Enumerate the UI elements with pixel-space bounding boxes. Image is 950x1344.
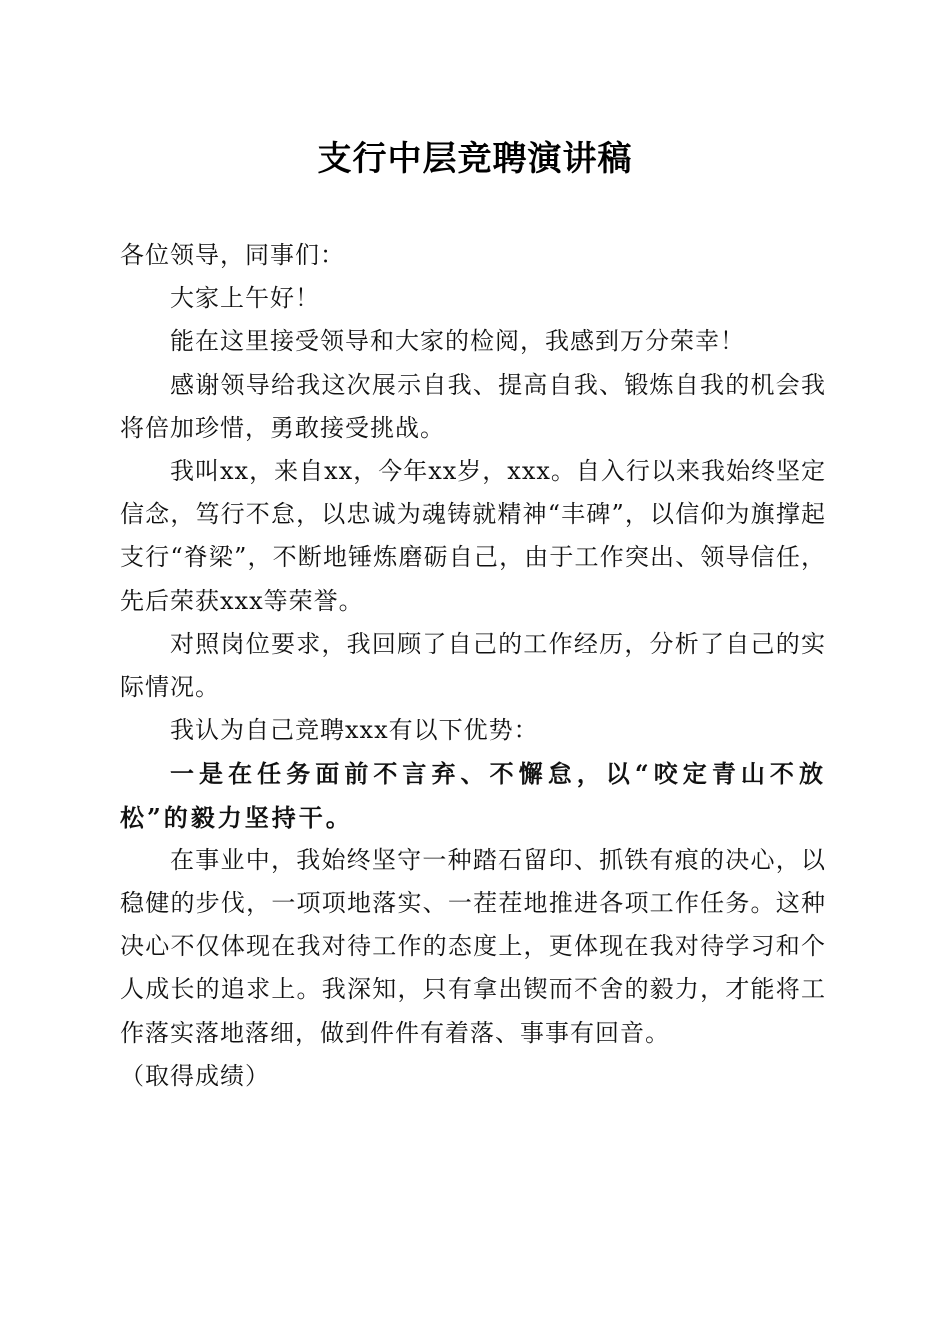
achievement-note: （取得成绩） — [120, 1061, 270, 1090]
paragraph-point-one: 一是在任务面前不言弃、不懈怠，以“咬定青山不放松”的毅力坚持干。 — [120, 759, 826, 832]
paragraph-advantages: 我认为自己竞聘xxx有以下优势： — [170, 716, 539, 745]
paragraph-greeting: 大家上午好！ — [170, 284, 320, 313]
paragraph-thanks: 感谢领导给我这次展示自我、提高自我、锻炼自我的机会我将倍加珍惜，勇敢接受挑战。 — [120, 370, 826, 442]
paragraph-honored: 能在这里接受领导和大家的检阅，我感到万分荣幸！ — [170, 327, 745, 356]
paragraph-introduction: 我叫xx，来自xx，今年xx岁，xxx。自入行以来我始终坚定信念，笃行不怠，以忠诚为魂铸就精神“丰碑”，以信仰为旗撑起支行“脊梁”，不断地锤炼磨砺自己，由于工作突出、领导信任，先后荣获xxx等荣誉。 — [120, 457, 826, 615]
paragraph-commitment: 在事业中，我始终坚守一种踏石留印、抓铁有痕的决心，以稳健的步伐，一项项地落实、一茬茬地推进各项工作任务。这种决心不仅体现在我对待工作的态度上，更体现在我对待学习和个人成长的追求上。我深知，只有拿出锲而不舍的毅力，才能将工作落实落地落细，做到件件有着落、事事有回音。 — [120, 845, 826, 1047]
document-title: 支行中层竞聘演讲稿 — [317, 139, 633, 179]
salutation: 各位领导，同事们： — [120, 241, 345, 269]
paragraph-review: 对照岗位要求，我回顾了自己的工作经历，分析了自己的实际情况。 — [120, 629, 826, 702]
document-body — [120, 234, 826, 1098]
